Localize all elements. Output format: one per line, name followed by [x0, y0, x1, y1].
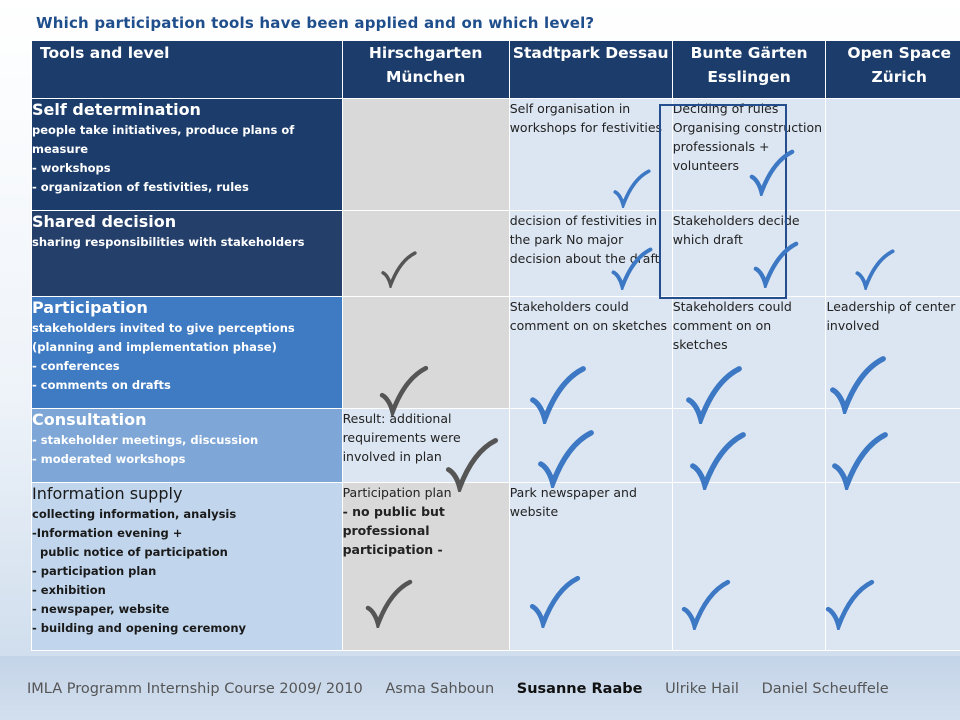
- footer-name: Daniel Scheuffele: [761, 681, 889, 697]
- row-shared-decision: Shared decision sharing responsibilities with stakeholders: [32, 211, 343, 297]
- checkmark-icon: [828, 354, 888, 414]
- checkmark-icon: [748, 148, 796, 196]
- checkmark-icon: [380, 250, 418, 288]
- header-stadtpark: Stadtpark Dessau: [509, 41, 672, 99]
- checkmark-icon: [680, 578, 732, 630]
- cell: Stakeholders could comment on on sketches: [509, 297, 672, 409]
- cell: Result: additional requirements were involved in plan: [342, 409, 509, 483]
- cell: decision of festivities in the park No major decision about the draft: [509, 211, 672, 297]
- row-participation: Participation stakeholders invited to give perceptions (planning and implementation phase) - conferences - comments on drafts: [32, 297, 343, 409]
- footer-name: Susanne Raabe: [516, 681, 643, 697]
- checkmark-icon: [612, 168, 652, 208]
- header-open-space: Open Space Zürich: [826, 41, 960, 99]
- row-information-supply: Information supply collecting information, analysis -Information evening + public notice of participation - participation plan - exhibition - newspaper, website - building and opening ceremony: [32, 483, 343, 651]
- footer-name: Ulrike Hail: [665, 681, 739, 697]
- checkmark-icon: [684, 364, 744, 424]
- participation-table: [31, 40, 960, 651]
- header-bunte-gaerten: Bunte Gärten Esslingen: [672, 41, 826, 99]
- cell: Leadership of center involved: [826, 297, 960, 409]
- checkmark-icon: [528, 574, 582, 628]
- checkmark-icon: [536, 428, 596, 488]
- checkmark-icon: [688, 430, 748, 490]
- cell: Self organisation in workshops for festivities: [509, 99, 672, 211]
- checkmark-icon: [610, 246, 654, 290]
- cell: Park newspaper and website: [509, 483, 672, 651]
- cell: [826, 99, 960, 211]
- footer-name: Asma Sahboun: [385, 681, 495, 697]
- footer: [27, 681, 907, 697]
- slide-title: Which participation tools have been applied and on which level?: [36, 14, 595, 32]
- checkmark-icon: [444, 436, 500, 492]
- cell: Stakeholders could comment on on sketches: [672, 297, 826, 409]
- cell: [342, 211, 509, 297]
- footer-course: IMLA Programm Internship Course 2009/ 2010: [27, 681, 363, 697]
- cell: Participation plan - no public but professional participation -: [342, 483, 509, 651]
- checkmark-icon: [824, 578, 876, 630]
- row-consultation: Consultation - stakeholder meetings, discussion - moderated workshops: [32, 409, 343, 483]
- checkmark-icon: [528, 364, 588, 424]
- cell: Stakeholders decide which draft: [672, 211, 826, 297]
- header-hirschgarten: Hirschgarten München: [342, 41, 509, 99]
- checkmark-icon: [854, 248, 896, 290]
- checkmark-icon: [830, 430, 890, 490]
- checkmark-icon: [364, 578, 414, 628]
- cell: Deciding of rules Organising construction professionals + volunteers: [672, 99, 826, 211]
- header-tools: Tools and level: [32, 41, 343, 99]
- row-self-determination: Self determination people take initiatives, produce plans of measure - workshops - organization of festivities, rules: [32, 99, 343, 211]
- cell: [342, 99, 509, 211]
- checkmark-icon: [752, 240, 800, 288]
- checkmark-icon: [378, 364, 430, 416]
